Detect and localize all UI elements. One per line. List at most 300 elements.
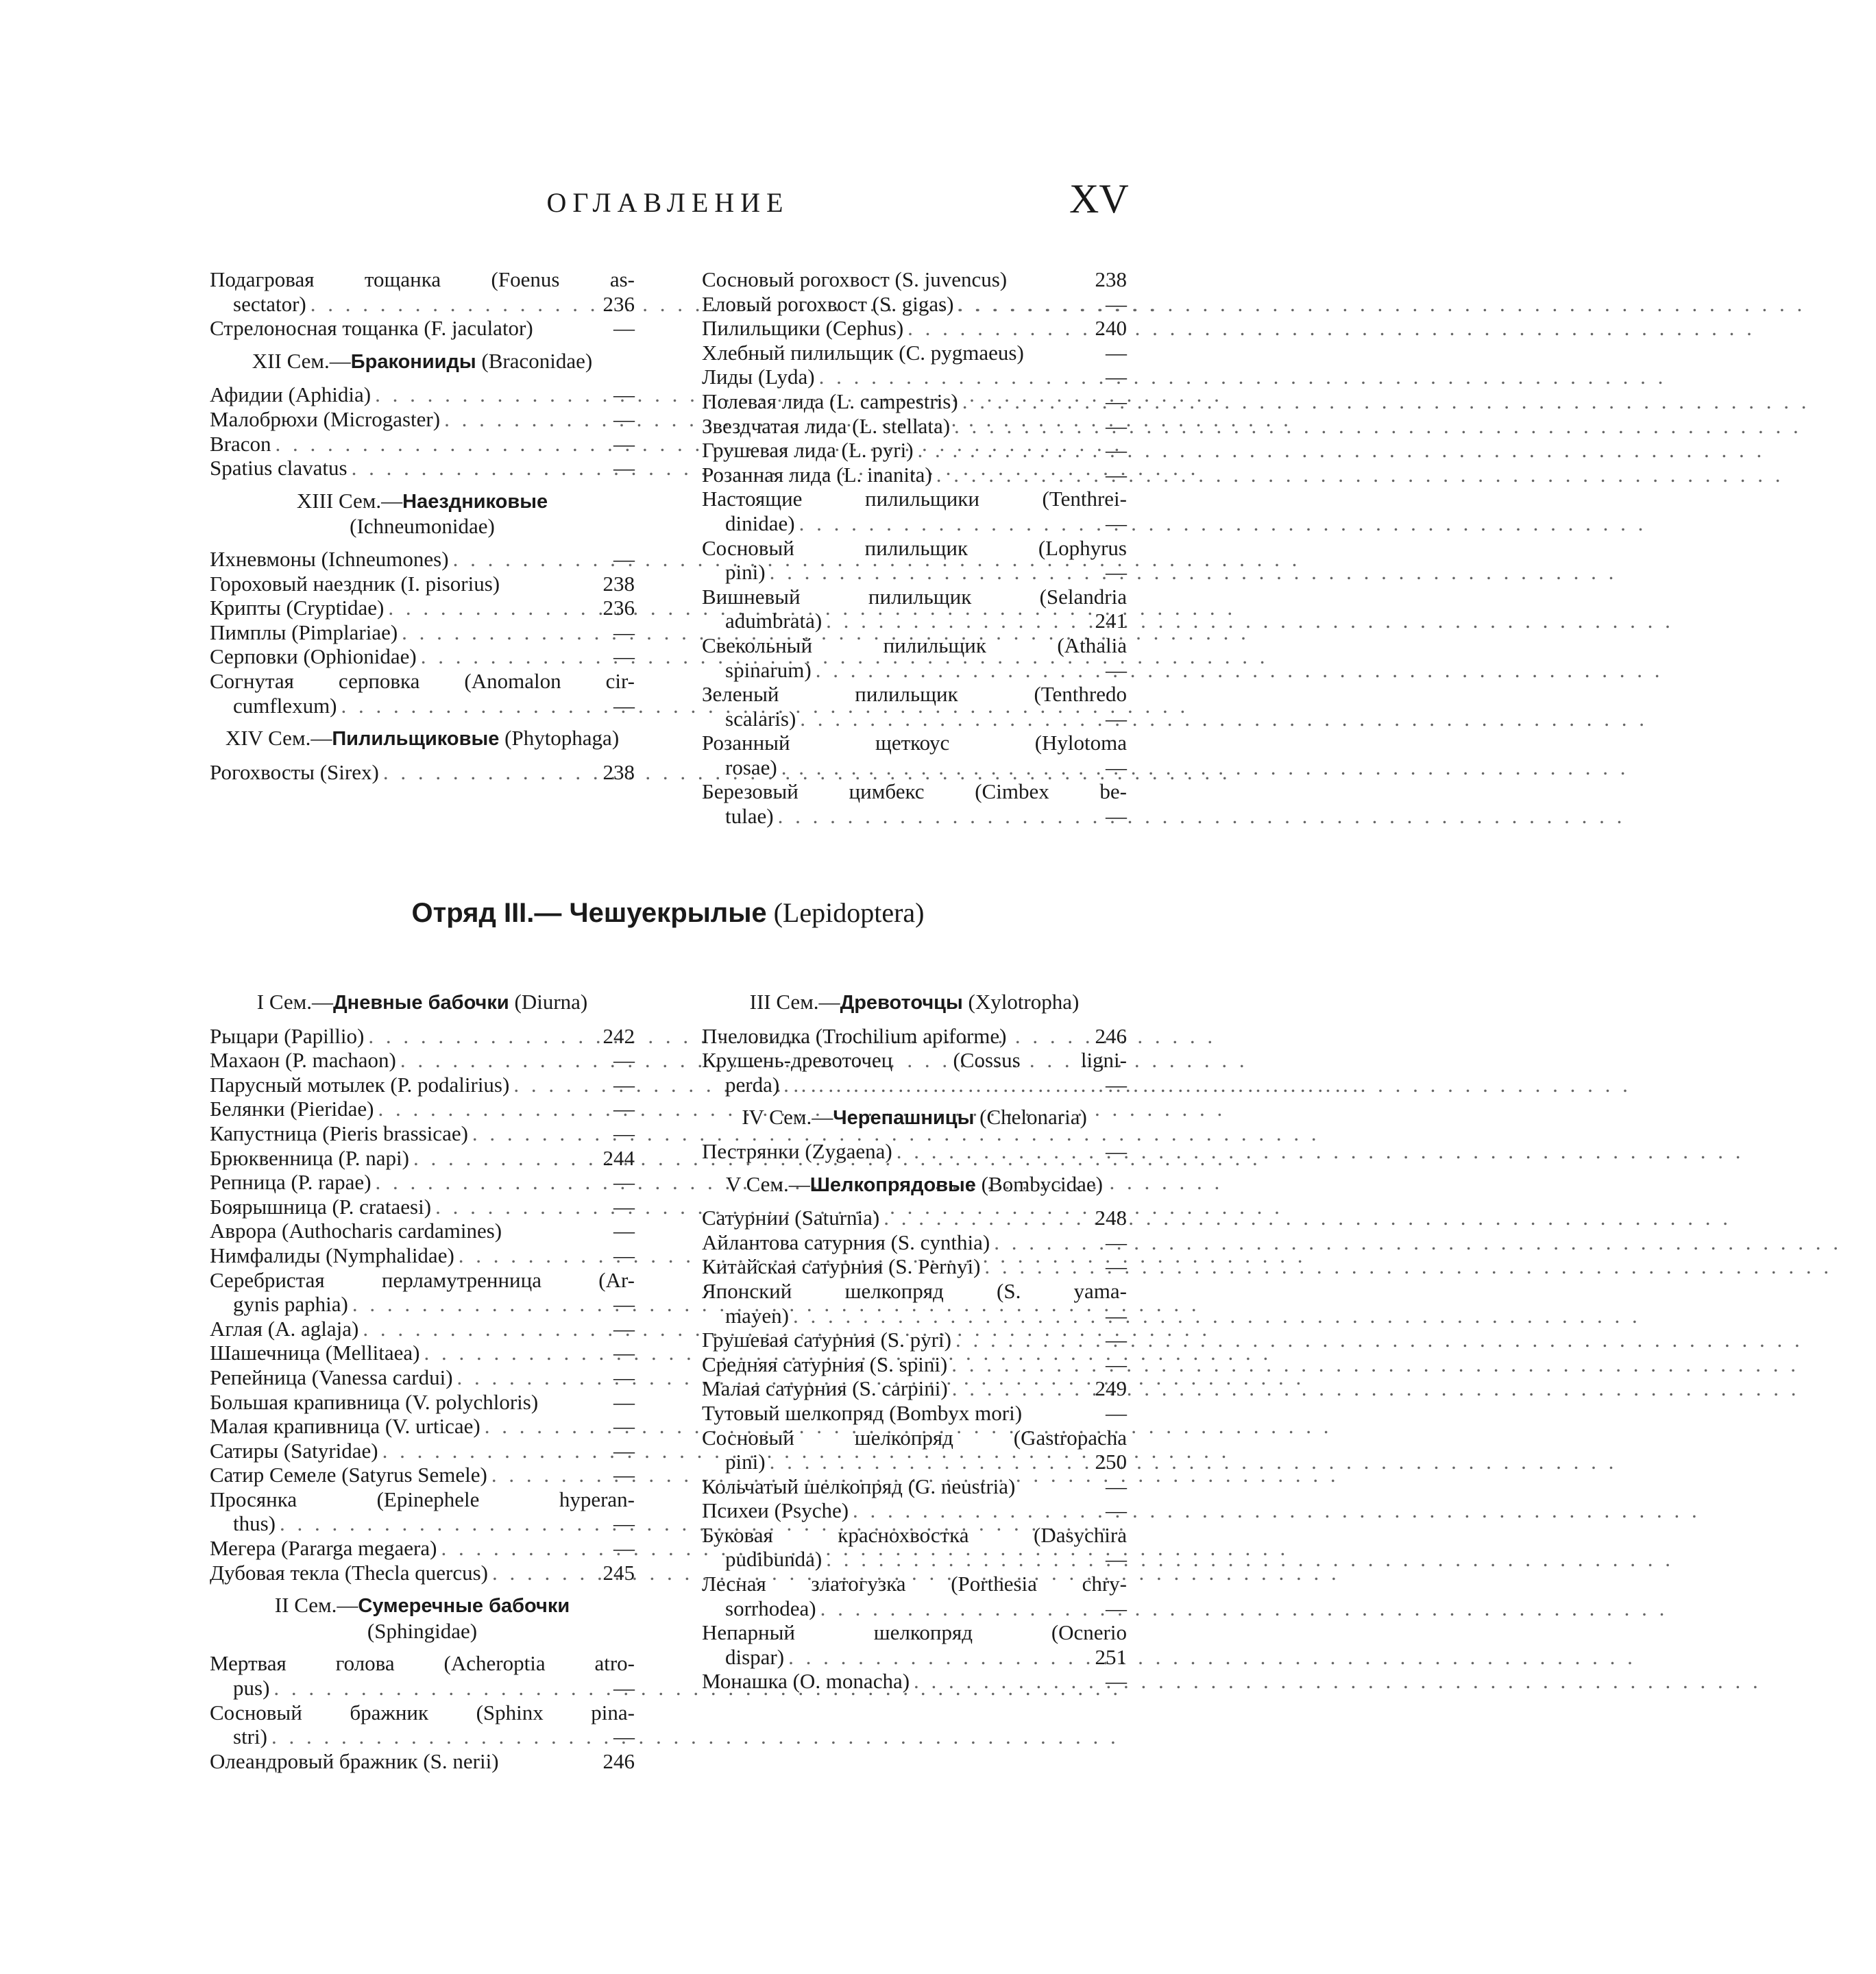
toc-entry-line [210,1146,635,1171]
toc-entry-first-line: Крушень-древоточец (Cossus ligni- [702,1048,1127,1073]
toc-entry-page: — [613,1292,635,1317]
dot-leader [932,463,1084,487]
toc-entry-text: sectator) [233,291,306,316]
toc-entry [702,1401,1127,1426]
toc-entry-line [702,1073,1127,1097]
toc-entry [702,682,1127,731]
toc-entry-text: Малая сатурния (S. carpini) [702,1376,948,1401]
dot-leader [269,1676,592,1701]
dot-leader [364,1024,592,1049]
toc-entry-line [210,1414,635,1439]
section-title: Браконииды [350,350,476,373]
toc-entry-text: Bracon [210,431,271,456]
toc-entry-first-line: Сосновый бражник (Sphinx pina- [210,1700,635,1725]
toc-entry-text: Ихневмоны (Ichneumones) [210,546,449,571]
toc-entry-text: thus) [233,1511,276,1536]
section-heading [210,726,635,752]
toc-entry-page: — [1106,804,1127,829]
dot-leader [958,389,1084,414]
toc-entry [210,1487,635,1536]
toc-entry-first-line: Сосновый шелкопряд (Gastropacha [702,1425,1127,1450]
toc-entry-page: — [1106,340,1127,365]
toc-entry-text: Хлебный пилильщик (C. pygmaeus) [702,340,1024,365]
toc-entry-text: pini) [725,560,766,585]
toc-entry [210,620,635,645]
toc-entry-text: Большая крапивница (V. polychloris) [210,1389,539,1414]
section-latin: (Bombycidae) [981,1171,1103,1196]
page-number: XV [1069,176,1129,221]
toc-entry-page: — [1106,1254,1127,1279]
toc-entry [210,1219,635,1243]
section-latin: (Sphingidae) [367,1618,478,1643]
toc-entry-page: — [613,316,635,341]
toc-entry [210,1097,635,1121]
toc-entry-text: tulae) [725,804,774,829]
toc-entry-text: Репейница (Vanessa cardui) [210,1365,453,1389]
toc-entry [702,1139,1127,1164]
toc-entry-line [210,1561,635,1585]
toc-entry-page: — [1106,511,1127,535]
toc-entry [210,1243,635,1268]
toc-entry-page: — [613,1194,635,1219]
toc-entry-text: Психеи (Psyche) [702,1498,849,1523]
toc-entry [702,292,1127,317]
toc-entry-line [702,1547,1127,1572]
toc-entry-text: Кольчатый шелкопряд (G. neustria) [702,1474,1016,1498]
toc-entry [702,585,1127,633]
toc-entry [702,536,1127,585]
toc-entry-page: 245 [602,1560,635,1585]
toc-entry [702,487,1127,535]
toc-entry [702,1024,1127,1049]
order-heading-bold: Отряд III.— Чешуекрылые [411,898,767,928]
toc-entry [210,1170,635,1195]
toc-entry-text: Китайская сатурния (S. Pernyi) [702,1254,981,1279]
toc-entry-line [702,365,1127,389]
toc-entry-text: Боярышница (P. crataesi) [210,1194,432,1219]
toc-entry-first-line: Буковая краснохвостка (Dasychira [702,1522,1127,1547]
toc-entry-text: Пилильщики (Cephus) [702,316,904,341]
toc-entry-text: Spatius clavatus [210,456,348,480]
toc-entry-page: — [1106,1352,1127,1376]
dot-leader [337,694,592,718]
section-latin: (Ichneumonidae) [350,514,495,539]
order-heading [0,897,1336,929]
dot-leader [449,547,592,572]
toc-entry [702,1498,1127,1523]
toc-entry [702,1669,1127,1694]
toc-entry-text: sorrhodea) [725,1596,816,1620]
toc-entry-text: Тутовый шелкопряд (Bombyx mori) [702,1400,1023,1425]
toc-entry-line [702,1596,1127,1621]
toc-entry-text: mayen) [725,1303,789,1328]
dot-leader [796,707,1084,731]
toc-entry-page: 244 [602,1145,635,1170]
toc-entry-line [702,1230,1127,1255]
toc-entry-text: Грушевая лида (L. pyri) [702,438,914,463]
dot-leader [950,414,1084,439]
toc-entry-text: Средняя сатурния (S. spini) [702,1352,948,1376]
toc-entry [210,669,635,718]
toc-entry-first-line: Непарный шелкопряд (Ocnerio [702,1620,1127,1645]
toc-entry-line [210,1195,635,1219]
dot-leader [419,1341,592,1365]
order-heading-latin: (Lepidoptera) [773,897,925,928]
dot-leader [378,1439,592,1463]
toc-entry-page: — [613,1438,635,1463]
section-number: XIII Сем.— [296,488,403,513]
dot-leader [431,1195,592,1219]
toc-entry-line [210,1097,635,1121]
toc-entry-page: — [1106,438,1127,463]
dot-leader [468,1121,592,1146]
toc-entry-text: Парусный мотылек (P. podalirius) [210,1072,510,1097]
toc-entry [210,267,635,316]
toc-entry-page: — [613,1097,635,1121]
toc-entry-line [210,316,635,341]
toc-entry-text: Рогохвосты (Sirex) [210,759,379,784]
toc-entry [210,1561,635,1585]
toc-entry-line [702,1139,1127,1164]
toc-entry-line [210,1463,635,1487]
toc-entry-line [702,463,1127,487]
toc-entry-text: cumflexum) [233,693,337,718]
toc-entry-line [210,760,635,785]
toc-entry-line [210,1341,635,1365]
toc-entry [210,382,635,407]
toc-entry-first-line: Японский шелкопряд (S. yama- [702,1278,1127,1303]
toc-entry-text: Афидии (Aphidia) [210,382,371,407]
dot-leader [379,760,592,785]
toc-entry-text: Капустница (Pieris brassicae) [210,1121,468,1145]
toc-entry-page: — [613,1463,635,1487]
toc-entry-line [210,407,635,432]
toc-entry-page: 236 [602,291,635,316]
toc-entry-text: Гороховый наездник (I. pisorius) [210,571,500,596]
toc-entry-line [702,1450,1127,1474]
toc-entry-text: dinidae) [725,511,795,535]
toc-entry-text: Полевая лида (L. campestris) [702,389,958,413]
toc-entry-first-line: Сосновый пилильщик (Lophyrus [702,535,1127,560]
toc-entry [702,365,1127,389]
toc-entry-page: — [1106,1400,1127,1425]
toc-entry [702,1328,1127,1352]
toc-entry-line [210,1511,635,1536]
toc-entry-text: Грушевая сатурния (S. pyri) [702,1328,951,1352]
toc-entry-page: — [1106,1328,1127,1352]
toc-entry [210,760,635,785]
dot-leader [777,755,1084,780]
toc-entry-page: — [1106,1498,1127,1523]
toc-entry [210,1536,635,1561]
toc-entry-text: dispar) [725,1644,785,1669]
toc-entry-line [702,658,1127,683]
section-number: II Сем.— [274,1593,358,1618]
toc-entry-page: 251 [1095,1644,1127,1669]
toc-entry-text: spinarum) [725,657,812,682]
toc-entry [702,633,1127,682]
toc-entry-line [702,1024,1127,1049]
dot-leader [348,456,592,480]
toc-entry-line [702,1352,1127,1377]
toc-entry-line [210,620,635,645]
dot-leader [306,292,592,317]
toc-entry [702,1230,1127,1255]
toc-entry-text: Шашечница (Mellitaea) [210,1341,420,1365]
toc-entry-page: — [1106,1669,1127,1694]
toc-entry-line [702,267,1127,292]
toc-entry-line [702,1328,1127,1352]
toc-entry-first-line: Настоящие пилильщики (Tenthrei- [702,487,1127,511]
toc-entry-text: perda) [725,1072,780,1097]
toc-entry-first-line: Мертвая голова (Acheroptia atro- [210,1651,635,1676]
dot-leader [371,382,592,407]
toc-entry [210,547,635,572]
toc-entry-line [702,316,1127,341]
toc-entry [210,1341,635,1365]
dot-leader [384,596,592,620]
toc-entry-line [702,1401,1127,1426]
toc-entry-page: 249 [1095,1376,1127,1401]
toc-entry [210,1048,635,1073]
toc-entry [210,1749,635,1774]
toc-entry-page: 241 [1095,609,1127,633]
toc-entry-page: 250 [1095,1450,1127,1474]
dot-leader [276,1511,592,1536]
toc-entry [702,463,1127,487]
toc-entry [210,1439,635,1463]
toc-entry-page: — [1106,755,1127,779]
dot-leader [766,1450,1084,1474]
toc-entry-line [210,1243,635,1268]
toc-entry [210,456,635,480]
section-number: III Сем.— [749,990,840,1014]
dot-leader [822,609,1084,633]
dot-leader [440,407,592,432]
toc-entry [210,1365,635,1390]
toc-entry-text: Рыцари (Papillio) [210,1023,365,1048]
dot-leader [487,1463,592,1487]
toc-entry-page: — [613,1243,635,1267]
toc-entry-page: — [613,1048,635,1073]
toc-entry-page: 238 [602,571,635,596]
toc-entry [210,432,635,456]
toc-entry-page: — [613,1389,635,1414]
toc-entry-line [210,456,635,480]
dot-leader [267,1725,592,1749]
dot-leader [358,1317,592,1341]
toc-entry-text: Пимплы (Pimplariae) [210,620,398,644]
toc-entry-text: Пестрянки (Zygaena) [702,1138,892,1163]
section-title: Наездниковые [402,490,548,513]
toc-entry-text: pini) [725,1450,766,1474]
toc-entry [702,1048,1127,1097]
toc-entry-page: 236 [602,596,635,620]
toc-entry [210,644,635,669]
toc-entry-page: — [613,1414,635,1439]
toc-entry-text: Аврора (Authocharis cardamines) [210,1219,502,1243]
toc-entry-line [210,382,635,407]
toc-entry [702,1376,1127,1401]
dot-leader [892,1139,1084,1164]
toc-entry [702,316,1127,341]
section-number: V Сем.— [726,1171,810,1196]
toc-entry-text: Репница (P. rapae) [210,1170,371,1195]
toc-entry [210,572,635,596]
toc-entry-line [210,1390,635,1415]
toc-entry-text: Мегера (Pararga megaera) [210,1536,437,1561]
toc-entry-text: Серповки (Ophionidae) [210,644,417,669]
toc-entry-text: Сатиры (Satyridae) [210,1438,378,1463]
toc-entry-page: — [1106,1230,1127,1254]
toc-entry-line [702,292,1127,317]
dot-leader [774,804,1084,829]
toc-entry [210,1268,635,1317]
toc-entry [210,407,635,432]
dot-leader [348,1292,592,1317]
toc-entry-line [702,1254,1127,1279]
dot-leader [437,1536,592,1561]
toc-entry-text: Олеандровый бражник (S. nerii) [210,1748,499,1773]
toc-entry-line [210,292,635,317]
toc-entry-page: — [613,1536,635,1561]
toc-entry-line [702,560,1127,585]
toc-entry-page: — [1106,1138,1127,1163]
dot-leader [815,365,1084,389]
toc-column-bottom-left [210,982,635,1773]
toc-entry-text: Розанная лида (L. inanita) [702,462,932,487]
section-title: Шелкопрядовые [809,1173,976,1196]
toc-entry-line [702,1498,1127,1523]
section-heading [210,349,635,375]
toc-entry-line [702,609,1127,633]
toc-entry-text: Аглая (A. aglaja) [210,1316,359,1341]
section-title: Черепашницы [833,1107,975,1130]
toc-entry-text: Пчеловидка (Trochilium apiforme) [702,1023,1007,1048]
section-title: Пилильщиковые [332,728,500,751]
section-title: Сумеречные бабочки [358,1595,570,1618]
toc-entry-line [702,1206,1127,1230]
toc-entry [210,1317,635,1341]
toc-entry-text: Айлантова сатурния (S. cynthia) [702,1230,990,1254]
toc-entry-page: 240 [1095,316,1127,341]
dot-leader [947,1352,1084,1377]
toc-entry-line [702,414,1127,439]
section-heading [702,990,1127,1016]
toc-entry-line [702,341,1127,365]
toc-entry [702,779,1127,828]
toc-entry-text: scalaris) [725,706,796,731]
toc-entry-line [702,1669,1127,1694]
toc-entry-page: — [613,406,635,431]
toc-entry-text: rosae) [725,755,777,779]
toc-entry-page: — [613,1725,635,1749]
dot-leader [953,292,1084,317]
toc-entry-text: Белянки (Pieridae) [210,1097,374,1121]
toc-entry-page: — [1106,706,1127,731]
toc-entry-page: — [613,1511,635,1536]
toc-entry-page: — [1106,560,1127,585]
toc-entry-line [702,1645,1127,1670]
toc-entry-line [210,1073,635,1097]
section-latin: (Braconidae) [481,348,593,373]
toc-entry-line [210,694,635,718]
toc-entry-line [702,755,1127,780]
toc-entry-line [210,1121,635,1146]
toc-entry-text: Сатурнии (Saturnia) [702,1206,880,1230]
toc-entry-page: — [1106,413,1127,438]
toc-column-bottom-right [702,982,1127,1694]
section-heading [702,1105,1127,1131]
toc-entry-page: — [613,1121,635,1145]
section-number: I Сем.— [256,990,334,1014]
dot-leader [509,1073,592,1097]
toc-entry-first-line: Лесная златогузка (Porthesia chry- [702,1572,1127,1596]
toc-entry-line [702,1474,1127,1499]
toc-column-top-left [210,267,635,784]
toc-entry-line [210,432,635,456]
toc-entry-page: — [613,1219,635,1243]
toc-entry [210,1414,635,1439]
toc-entry-line [210,547,635,572]
dot-leader [910,1669,1084,1694]
toc-entry-line [210,644,635,669]
dot-leader [849,1498,1084,1523]
toc-column-top-right [702,267,1127,829]
section-number: XII Сем.— [252,348,351,373]
toc-entry-line [210,1317,635,1341]
dot-leader [980,1254,1084,1279]
toc-entry-page: — [1106,291,1127,316]
toc-entry-line [702,707,1127,731]
toc-entry-first-line: Согнутая серповка (Anomalon cir- [210,668,635,693]
toc-entry-first-line: Просянка (Epinephele hyperan- [210,1487,635,1511]
toc-entry [210,1651,635,1700]
toc-entry-line [210,1725,635,1749]
toc-entry-text: Еловый рогохвост (S. gigas) [702,291,954,316]
dot-leader [903,316,1084,341]
toc-entry-line [702,1376,1127,1401]
toc-entry-line [210,1536,635,1561]
toc-entry-line [210,1439,635,1463]
toc-entry-text: Сосновый рогохвост (S. juvencus) [702,267,1008,291]
toc-entry [210,1195,635,1219]
dot-leader [784,1645,1084,1670]
toc-entry [702,267,1127,292]
toc-entry [702,1620,1127,1669]
dot-leader [990,1230,1084,1255]
toc-entry-first-line: Зеленый пилильщик (Tenthredo [702,682,1127,707]
toc-entry-page: — [1106,1474,1127,1498]
dot-leader [417,644,592,669]
toc-entry-line [210,596,635,620]
dot-leader [795,511,1084,536]
toc-entry-text: gynis paphia) [233,1292,348,1317]
section-heading [210,990,635,1016]
toc-entry [702,1279,1127,1328]
section-latin: (Xylotropha) [968,990,1080,1014]
toc-entry [210,1121,635,1146]
toc-entry-first-line: Березовый цимбекс (Cimbex be- [702,779,1127,804]
toc-entry-page: — [613,456,635,480]
toc-entry-page: — [613,1341,635,1365]
section-heading [702,1172,1127,1198]
toc-entry-text: Малобрюхи (Microgaster) [210,406,441,431]
toc-entry-line [210,1219,635,1243]
toc-entry [210,1390,635,1415]
toc-entry-page: — [613,431,635,456]
section-latin: (Phytophaga) [504,726,620,751]
